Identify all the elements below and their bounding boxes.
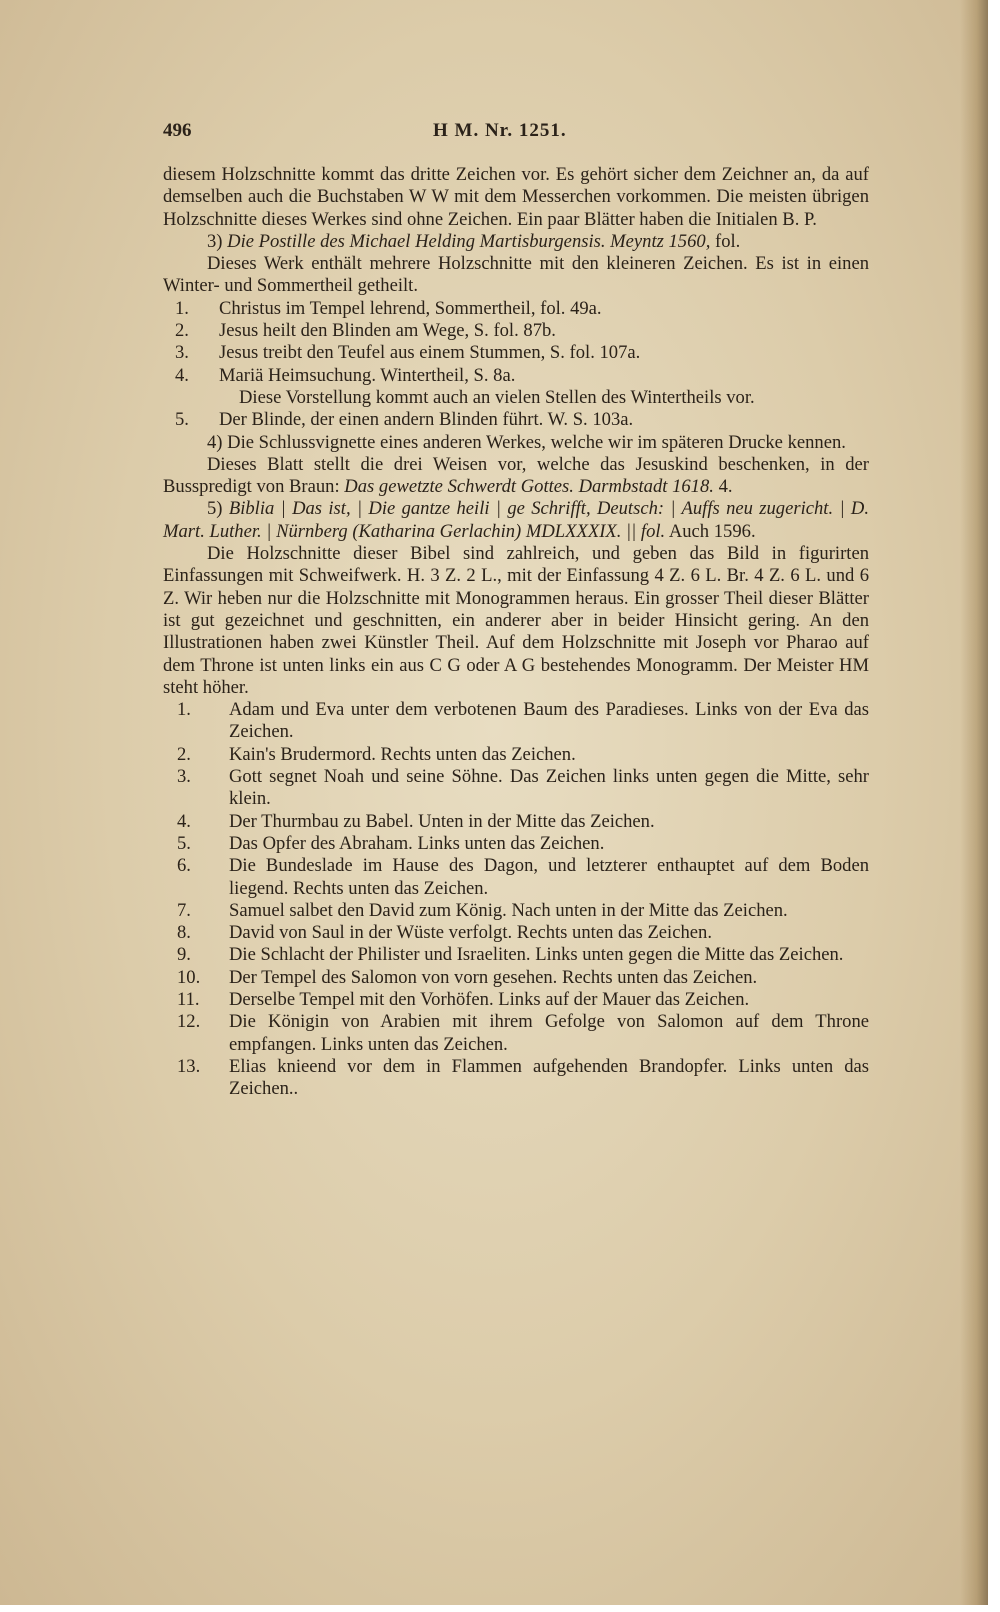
list-item-text: Jesus heilt den Blinden am Wege, S. fol. 87b. [219,320,556,342]
list-item-number: 2. [175,320,189,342]
section-5-number: 5) [207,498,223,520]
list-item-text: Gott segnet Noah und seine Söhne. Das Zeichen links unten gegen die Mitte, sehr klein. [229,766,869,810]
list-item [163,342,869,364]
page-header [163,120,869,148]
list-item-number: 3. [175,342,189,364]
list-item-text: David von Saul in der Wüste verfolgt. Rechts unten das Zeichen. [229,922,712,944]
section-5-title [163,498,869,543]
list-item-number: 8. [177,922,191,944]
page-content [163,120,869,1100]
list-item-number: 5. [175,409,189,431]
list-item [163,320,869,342]
section-4-desc-text: Dieses Blatt stellt die drei Weisen vor, welche das Jesuskind beschenken, in der Busspredigt von Braun: [163,453,869,498]
section-4-desc-end: 4. [718,476,733,498]
list-item-number: 12. [177,1011,201,1033]
paragraph-continuation: diesem Holzschnitte kommt das dritte Zeichen vor. Es gehört sicher dem Zeichner an, da auf demselben auch die Buchstaben W W mit dem Messerchen vorkommen. Die meisten übrigen Holzschnitte dieses Werkes sind ohne Zeichen. Ein paar Blätter haben die Initialen B. P. [163,164,869,230]
list-item-text: Derselbe Tempel mit den Vorhöfen. Links auf der Mauer das Zeichen. [229,988,750,1010]
list-item [163,766,869,811]
list-item-text: Die Königin von Arabien mit ihrem Gefolge von Salomon auf dem Throne empfangen. Links unten das Zeichen. [229,1011,869,1055]
list-item-number: 13. [177,1055,201,1077]
page-spine-shadow [960,0,988,1605]
list-item [163,1056,869,1101]
list-item [163,699,869,744]
list-item-text: Der Thurmbau zu Babel. Unten in der Mitte das Zeichen. [229,810,655,832]
running-head: H M. Nr. 1251. [433,120,567,141]
section-3-description: Dieses Werk enthält mehrere Holzschnitte mit den kleineren Zeichen. Es ist in einen Winter- und Sommertheil getheilt. [163,253,869,297]
section-3-book-title: Die Postille des Michael Helding Martisburgensis. Meyntz 1560, [227,230,711,252]
section-5-end: Auch 1596. [668,520,756,542]
section-5-description: Die Holzschnitte dieser Bibel sind zahlreich, und geben das Bild in figurirten Einfassungen mit Schweifwerk. H. 3 Z. 2 L., mit der Einfassung 4 Z. 6 L. Br. 4 Z. 6 L. und 6 Z. Wir heben nur die Holzschnitte mit Monogrammen heraus. Ein grosser Theil dieser Blätter ist gut gezeichnet und geschnitten, ein anderer aber in beider Hinsicht gering. An den Illustrationen haben zwei Künstler Theil. Auf dem Holzschnitte mit Joseph vor Pharao auf dem Throne ist unten links ein aus C G oder A G bestehendes Monogramm. Der Meister HM steht höher. [163,543,869,698]
list-item-number: 1. [175,297,189,319]
list-item-number: 11. [177,988,200,1010]
section-5-book-title: Biblia | Das ist, | Die gantze heili | ge Schrifft, Deutsch: | Auffs neu zugericht. | D. Mart. Luther. | Nürnberg (Katharina Gerlachin) MDLXXXIX. || fol. [163,498,869,542]
list-item-number: 3. [177,766,191,788]
list-item-text: Elias knieend vor dem in Flammen aufgehenden Brandopfer. Links unten das Zeichen.. [229,1055,869,1100]
list-item-text: Adam und Eva unter dem verbotenen Baum des Paradieses. Links von der Eva das Zeichen. [229,699,869,743]
list-item [163,967,869,989]
list-item [163,833,869,855]
list-item-text: Christus im Tempel lehrend, Sommertheil, fol. 49a. [219,297,602,319]
section-3-format: fol. [715,230,741,252]
list-item [163,900,869,922]
section-4-book-title: Das gewetzte Schwerdt Gottes. Darmbstadt 1618. [344,476,714,498]
list-item [163,1011,869,1056]
list-item [163,922,869,944]
list-item-number: 5. [177,832,191,854]
list-b [163,699,869,1100]
list-item [163,409,869,431]
list-a [163,298,869,432]
list-a-note: Diese Vorstellung kommt auch an vielen Stellen des Wintertheils vor. [239,386,755,408]
list-item-number: 4. [177,810,191,832]
list-item [163,365,869,387]
list-item-text: Mariä Heimsuchung. Wintertheil, S. 8a. [219,364,516,386]
page-number: 496 [163,120,192,141]
section-3-title [163,231,869,253]
section-4-title: 4) Die Schlussvignette eines anderen Werkes, welche wir im späteren Drucke kennen. [207,431,846,453]
list-item-number: 10. [177,966,201,988]
list-item-text: Samuel salbet den David zum König. Nach unten in der Mitte das Zeichen. [229,899,788,921]
list-item-number: 2. [177,743,191,765]
list-item-text: Die Bundeslade im Hause des Dagon, und letzterer enthauptet auf dem Boden liegend. Rechts unten das Zeichen. [229,855,869,899]
list-item-number: 9. [177,944,191,966]
list-item [163,744,869,766]
list-item-text: Kain's Brudermord. Rechts unten das Zeichen. [229,743,576,765]
list-item [163,989,869,1011]
list-item [163,855,869,900]
section-4-description [163,454,869,499]
list-item [163,811,869,833]
list-item-number: 4. [175,364,189,386]
list-item-text: Die Schlacht der Philister und Israeliten. Links unten gegen die Mitte das Zeichen. [229,944,844,966]
list-item-text: Das Opfer des Abraham. Links unten das Zeichen. [229,832,605,854]
list-item-text: Der Tempel des Salomon von vorn gesehen. Rechts unten das Zeichen. [229,966,758,988]
list-item-text: Der Blinde, der einen andern Blinden führt. W. S. 103a. [219,409,634,431]
list-item [163,298,869,320]
list-item-number: 7. [177,899,191,921]
list-item-text: Jesus treibt den Teufel aus einem Stummen, S. fol. 107a. [219,342,641,364]
section-3-number: 3) [207,230,223,252]
list-item-number: 6. [177,855,191,877]
list-item [163,944,869,966]
list-item-number: 1. [177,699,191,721]
